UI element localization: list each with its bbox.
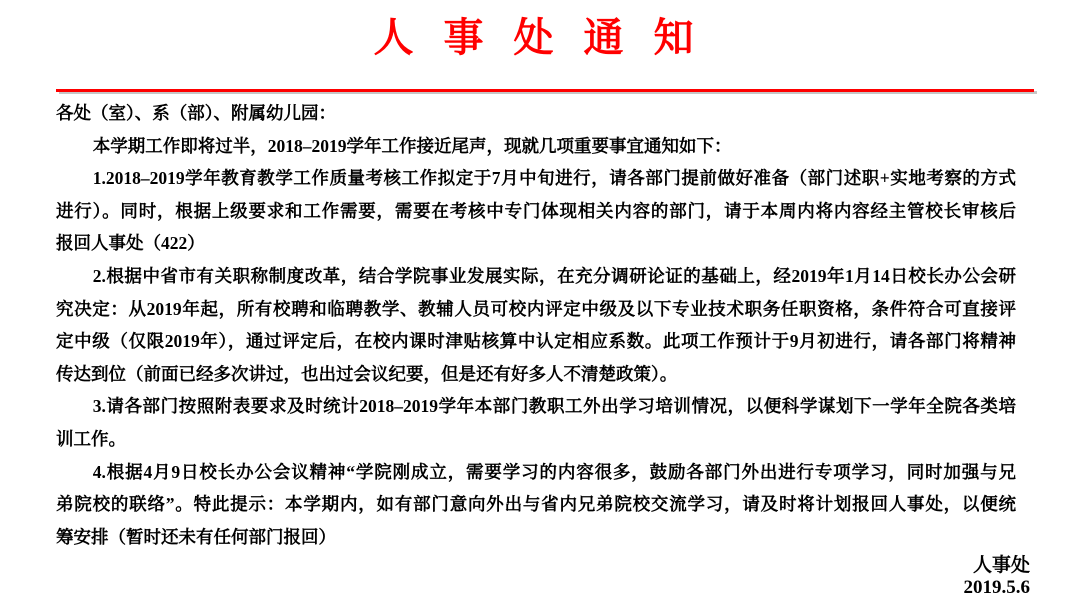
body-line: 2.根据中省市有关职称制度改革，结合学院事业发展实际，在充分调研论证的基础上，经2019年1月14日校长办公会研 [92,265,1016,286]
notice-title: 人 事 处 通 知 [373,15,704,60]
title-divider [56,89,1034,92]
body-line: 4.根据4月9日校长办公会议精神“学院刚成立，需要学习的内容很多，鼓励各部门外出进行专项学习，同时加强与兄 [92,461,1016,482]
body-line: 弟院校的联络”。特此提示：本学期内，如有部门意向外出与省内兄弟院校交流学习，请及时将计划报回人事处，以便统 [56,494,1016,515]
body-line: 究决定：从2019年起，所有校聘和临聘教学、教辅人员可校内评定中级及以下专业技术职务任职资格，条件符合可直接评 [56,298,1016,319]
body-line: 训工作。 [56,428,126,449]
body-line: 报回人事处（422） [56,233,205,254]
body-line: 定中级（仅限2019年），通过评定后，在校内课时津贴核算中认定相应系数。此项工作预计于9月初进行，请各部门将精神 [56,331,1016,352]
notice-body [56,97,1016,553]
body-line: 传达到位（前面已经多次讲过，也出过会议纪要，但是还有好多人不清楚政策）。 [56,363,678,384]
salutation-line: 各处（室）、系（部）、附属幼儿园： [56,103,336,123]
body-line: 3.请各部门按照附表要求及时统计2018–2019学年本部门教职工外出学习培训情况，以便科学谋划下一学年全院各类培 [92,396,1016,417]
signature-block [0,555,1077,599]
body-line: 1.2018–2019学年教育教学工作质量考核工作拟定于7月中旬进行，请各部门提前做好准备（部门述职+实地考察的方式 [92,168,1016,189]
notice-document [0,14,1077,609]
body-line: 本学期工作即将过半，2018–2019学年工作接近尾声，现就几项重要事宜通知如下： [92,135,732,156]
body-line: 进行）。同时，根据上级要求和工作需要，需要在考核中专门体现相关内容的部门，请于本周内将内容经主管校长审核后 [56,200,1016,221]
signature-name: 人事处 [972,555,1030,577]
signature-date: 2019.5.6 [963,577,1030,599]
body-line: 筹安排（暂时还未有任何部门报回） [56,526,336,547]
